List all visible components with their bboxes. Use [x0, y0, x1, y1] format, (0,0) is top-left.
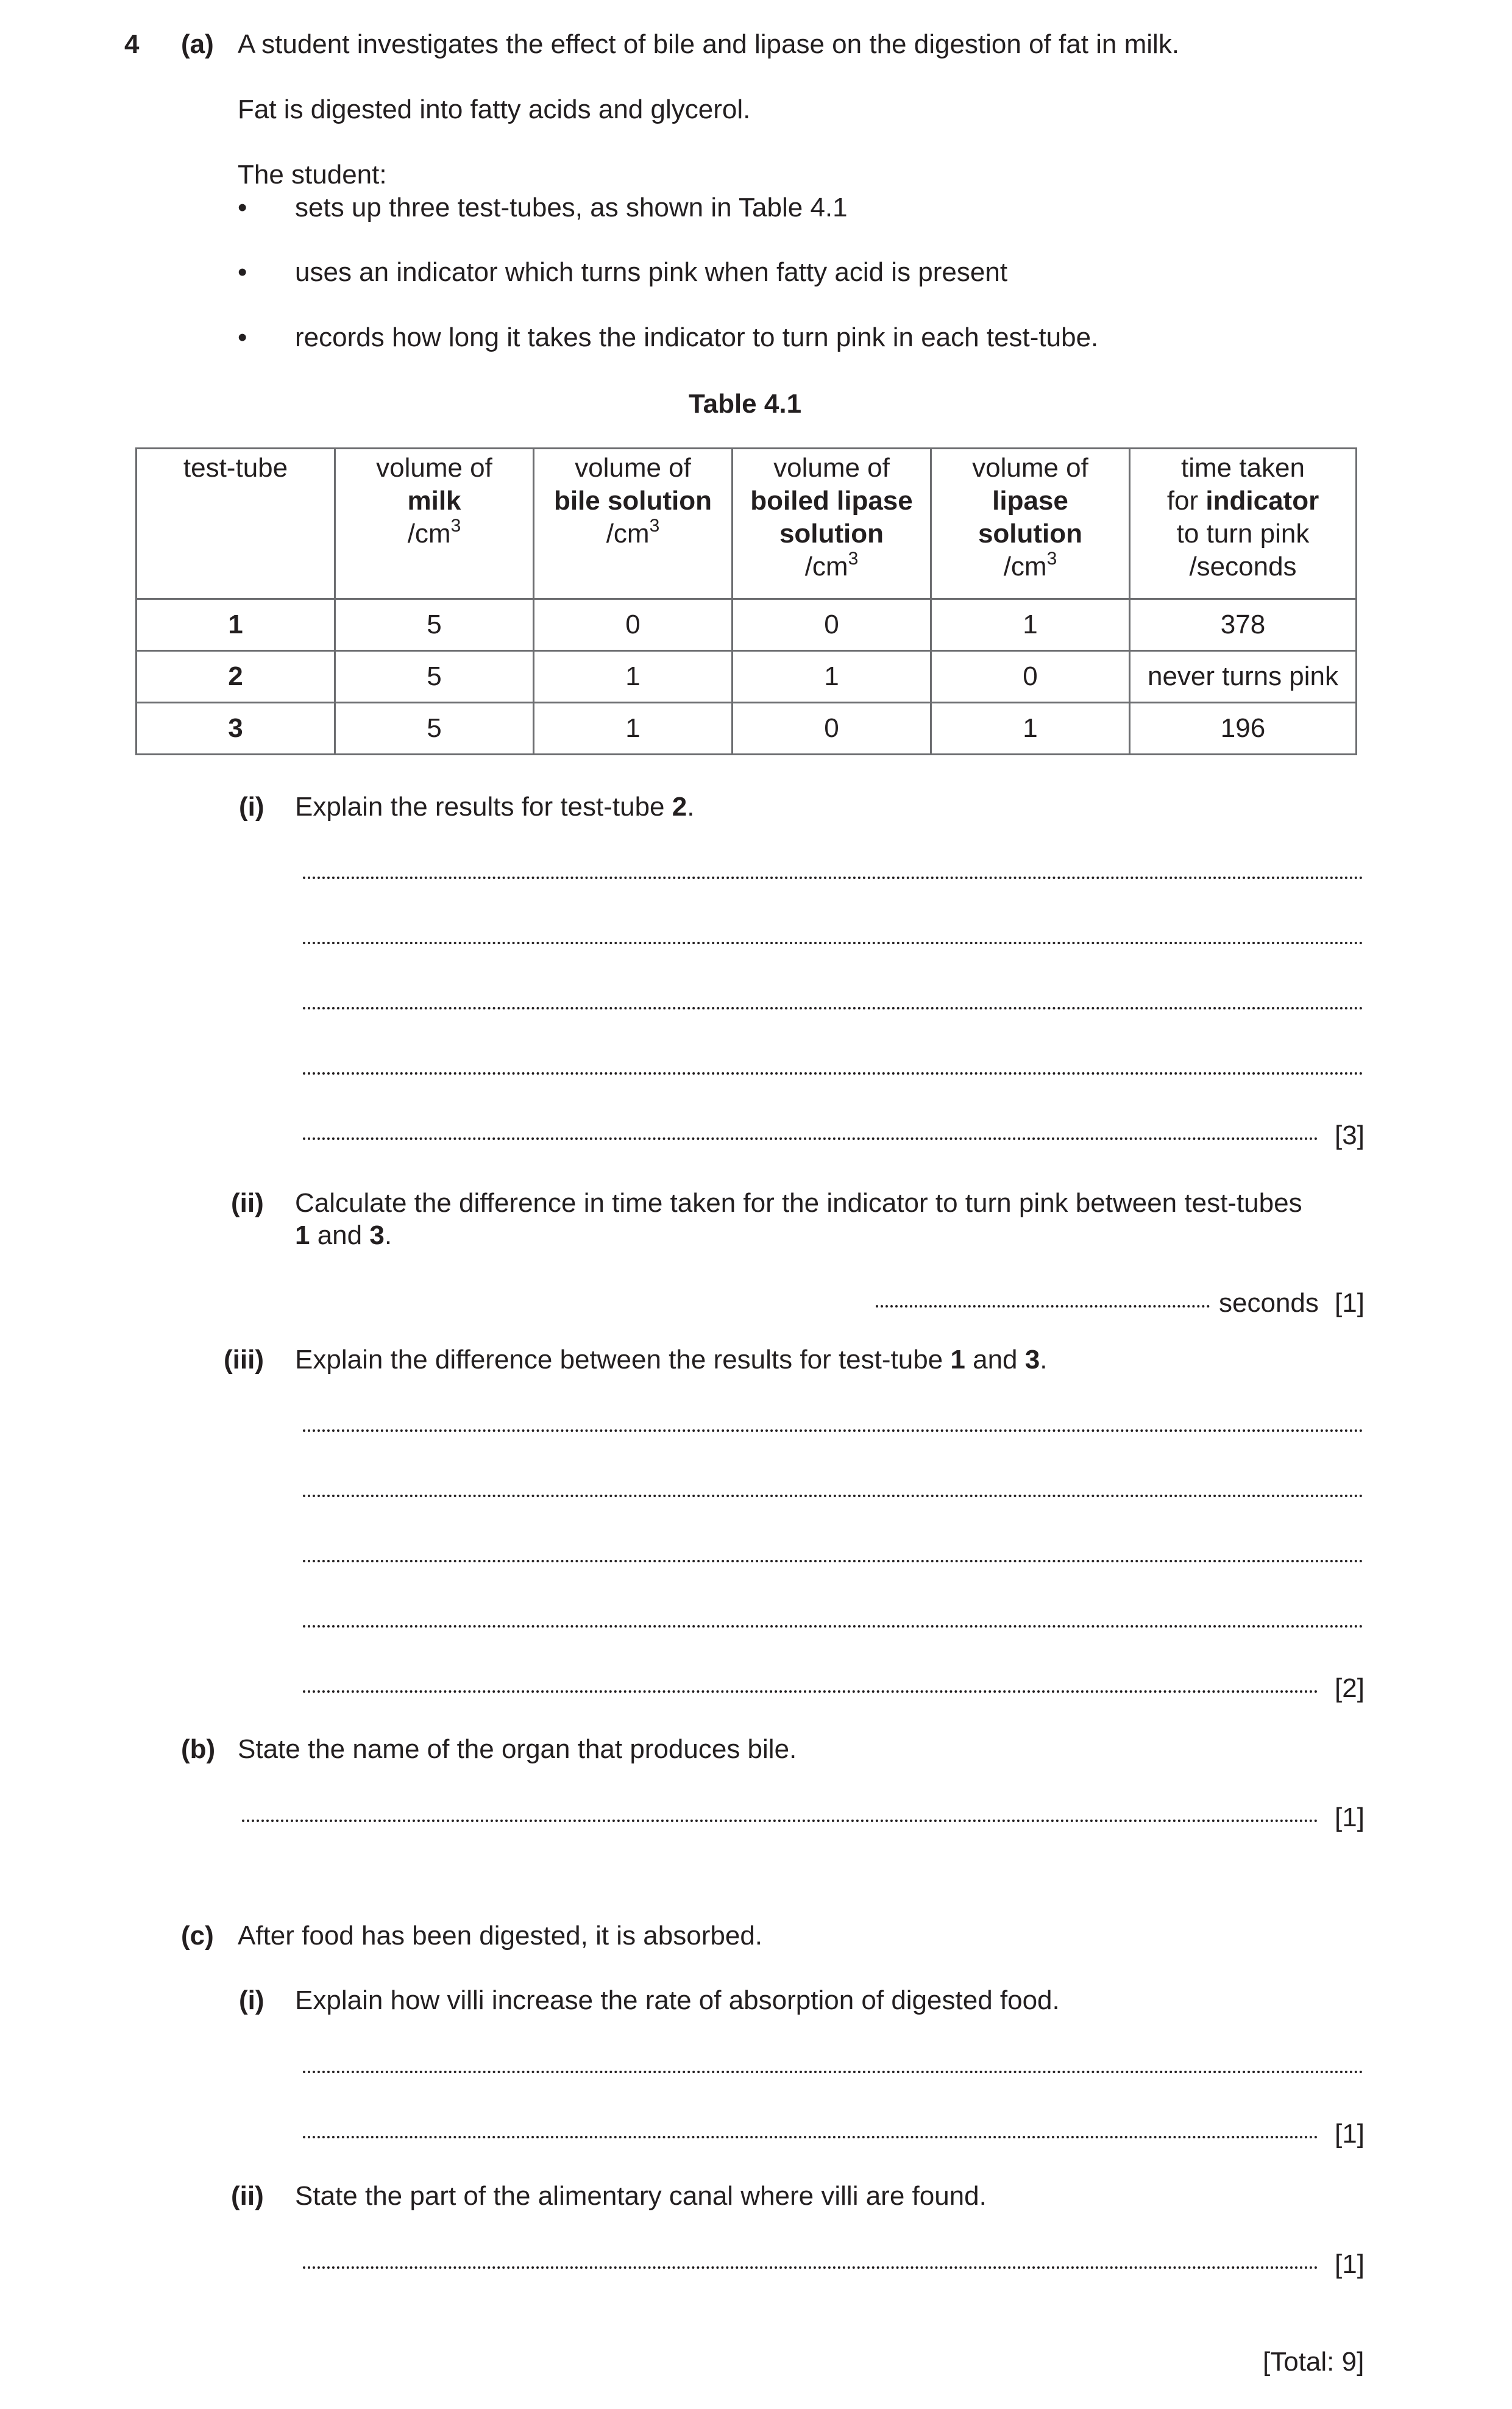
- answer-line[interactable]: [303, 2136, 1318, 2138]
- answer-line[interactable]: [303, 1137, 1318, 1140]
- marks-indicator: [3]: [1335, 1120, 1365, 1150]
- part-c-ii-question: State the part of the alimentary canal where villi are found.: [295, 2181, 987, 2211]
- answer-line[interactable]: [303, 1495, 1363, 1497]
- answer-line[interactable]: [303, 1560, 1363, 1562]
- answer-line[interactable]: [303, 2071, 1363, 2073]
- table-cell: 0: [733, 703, 931, 755]
- part-c-label: (c): [181, 1921, 214, 1951]
- table-header-row: [137, 449, 1357, 599]
- part-c-intro: After food has been digested, it is absorbed.: [238, 1921, 763, 1951]
- header-lipase: volume of lipase solution $/cm^3$: [931, 449, 1130, 599]
- table-cell: 1: [534, 703, 733, 755]
- table-cell: 5: [335, 651, 534, 703]
- marks-indicator: [2]: [1335, 1673, 1365, 1703]
- bullet-item: sets up three test-tubes, as shown in Table 4.1: [295, 193, 848, 222]
- part-a-iii-question: Explain the difference between the results for test-tube 1 and 3.: [295, 1345, 1048, 1375]
- student-lead: The student:: [238, 160, 387, 190]
- answer-line[interactable]: [303, 877, 1363, 879]
- results-table: [135, 447, 1357, 755]
- header-bile-solution: volume of bile solution $/cm^3$: [534, 449, 733, 599]
- part-a-label: (a): [181, 29, 214, 59]
- bullet-item: uses an indicator which turns pink when fatty acid is present: [295, 257, 1008, 287]
- table-cell: 2: [137, 651, 335, 703]
- question-number: 4: [124, 29, 140, 59]
- marks-indicator: [1]: [1335, 1288, 1365, 1318]
- total-marks: [Total: 9]: [1263, 2347, 1365, 2377]
- marks-indicator: [1]: [1335, 1802, 1365, 1832]
- part-c-i-question: Explain how villi increase the rate of absorption of digested food.: [295, 1985, 1060, 2015]
- part-a-iii-label: (iii): [224, 1345, 264, 1375]
- answer-line[interactable]: [242, 1820, 1318, 1822]
- table-cell: 1: [931, 599, 1130, 651]
- header-boiled-lipase: volume of boiled lipase solution $/cm^3$: [733, 449, 931, 599]
- part-a-ii-question: Calculate the difference in time taken for the indicator to turn pink between test-tubes: [295, 1188, 1302, 1218]
- table-cell: 0: [534, 599, 733, 651]
- answer-line[interactable]: [303, 2266, 1318, 2269]
- part-a-fact: Fat is digested into fatty acids and glycerol.: [238, 94, 751, 124]
- answer-line[interactable]: [303, 1625, 1363, 1628]
- part-a-ii-question-cont: 1 and 3.: [295, 1220, 392, 1250]
- part-a-ii-label: (ii): [231, 1188, 264, 1218]
- unit-seconds: seconds: [1219, 1288, 1319, 1318]
- table-cell: 1: [137, 599, 335, 651]
- table-cell: 378: [1130, 599, 1357, 651]
- answer-line[interactable]: [303, 942, 1363, 944]
- part-a-intro: A student investigates the effect of bile and lipase on the digestion of fat in milk.: [238, 29, 1180, 59]
- part-c-ii-label: (ii): [231, 2181, 264, 2211]
- table-cell: 1: [733, 651, 931, 703]
- table-row: [137, 599, 1357, 651]
- bullet-dot: •: [238, 193, 247, 222]
- answer-line[interactable]: [303, 1007, 1363, 1009]
- table-title: Table 4.1: [689, 389, 802, 419]
- table-row: [137, 703, 1357, 755]
- table-cell: 0: [931, 651, 1130, 703]
- bullet-dot: •: [238, 257, 247, 287]
- part-c-i-label: (i): [239, 1985, 264, 2015]
- part-b-question: State the name of the organ that produces bile.: [238, 1734, 797, 1764]
- answer-line[interactable]: [303, 1429, 1363, 1432]
- part-b-label: (b): [181, 1734, 216, 1764]
- table-cell: never turns pink: [1130, 651, 1357, 703]
- bullet-item: records how long it takes the indicator to turn pink in each test-tube.: [295, 322, 1099, 352]
- header-time-taken: time taken for indicator to turn pink /seconds: [1130, 449, 1357, 599]
- table-row: [137, 651, 1357, 703]
- part-a-i-label: (i): [239, 792, 264, 822]
- header-milk: volume of milk $/cm^3$: [335, 449, 534, 599]
- bullet-dot: •: [238, 322, 247, 352]
- answer-line[interactable]: [303, 1690, 1318, 1693]
- marks-indicator: [1]: [1335, 2119, 1365, 2149]
- header-test-tube: test-tube: [137, 449, 335, 599]
- table-cell: 1: [534, 651, 733, 703]
- part-a-i-question: Explain the results for test-tube 2.: [295, 792, 695, 822]
- table-cell: 5: [335, 599, 534, 651]
- table-cell: 1: [931, 703, 1130, 755]
- answer-line[interactable]: [303, 1072, 1363, 1075]
- table-cell: 3: [137, 703, 335, 755]
- table-cell: 5: [335, 703, 534, 755]
- marks-indicator: [1]: [1335, 2249, 1365, 2279]
- answer-line-seconds[interactable]: [876, 1305, 1210, 1308]
- table-cell: 196: [1130, 703, 1357, 755]
- table-cell: 0: [733, 599, 931, 651]
